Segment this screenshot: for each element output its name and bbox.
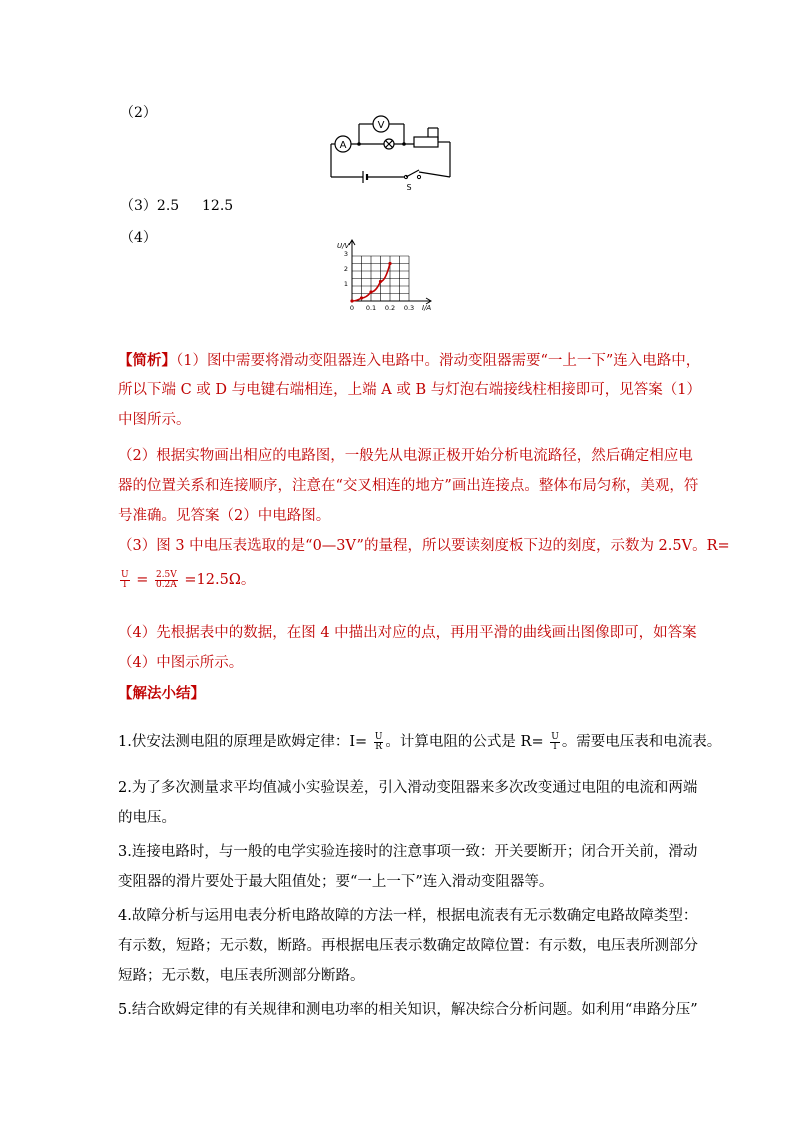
summary-item-2-line2: 的电压。 xyxy=(118,810,176,826)
data-point-3 xyxy=(379,280,382,283)
summary-title: 【解法小结】 xyxy=(118,685,205,702)
junction-dot-right xyxy=(402,142,406,146)
x-tick-0: 0 xyxy=(349,304,355,312)
analysis-tag: 【简析】 xyxy=(118,352,176,369)
analysis-p4-line2: （4）中图示所示。 xyxy=(118,655,244,671)
analysis-p3-formula: $\frac{U}{I}$ = $\frac{2.5V}{0.2A}$ =12.5Ω。 xyxy=(121,569,256,590)
answer-3-value: 12.5 xyxy=(202,198,234,214)
fraction-u-over-r: $\frac{U}{R}$ xyxy=(374,731,383,752)
analysis-p2-line2: 器的位置关系和连接顺序，注意在“交叉相连的地方”画出连接点。整体布局匀称，美观，符 xyxy=(118,478,699,494)
analysis-p3-line1: （3）图 3 中电压表选取的是“0—3V”的量程，所以要读刻度板下边的刻度，示数为 2.5V。R= xyxy=(118,538,730,554)
ammeter-symbol: A xyxy=(339,140,347,151)
fraction-values: $\frac{2.5V}{0.2A}$ xyxy=(155,569,177,590)
analysis-p2-line3: 号准确。见答案（2）中电路图。 xyxy=(118,508,331,524)
analysis-p1-line3: 中图所示。 xyxy=(118,412,191,428)
x-axis-label: I/A xyxy=(422,304,432,312)
summary-item-4-line2: 有示数，短路；无示数，断路。再根据电压表示数确定故障位置：有示数，电压表所测部分 xyxy=(118,938,698,954)
summary-item-3-line1: 3.连接电路时，与一般的电学实验连接时的注意事项一致：开关要断开；闭合开关前，滑动 xyxy=(118,844,698,860)
summary-item-5-line1: 5.结合欧姆定律的有关规律和测电功率的相关知识，解决综合分析问题。如利用“串路分压” xyxy=(118,1002,698,1018)
x-tick-3: 0.3 xyxy=(403,304,415,312)
fraction-u-over-i: $\frac{U}{I}$ xyxy=(121,569,129,590)
answer-3-label: （3）2.5 xyxy=(120,198,180,214)
rheostat-body xyxy=(414,137,438,147)
summary-item-4-line1: 4.故障分析与运用电表分析电路故障的方法一样，根据电流表有无示数确定电路故障类型： xyxy=(118,908,698,924)
switch-arm xyxy=(406,170,419,177)
x-tick-2: 0.2 xyxy=(384,304,396,312)
x-tick-1: 0.1 xyxy=(365,304,377,312)
fraction-u-over-i-summary: $\frac{U}{I}$ xyxy=(551,731,559,752)
switch-contact xyxy=(417,175,420,178)
data-point-4 xyxy=(388,262,391,265)
u-i-graph xyxy=(334,237,444,313)
circuit-diagram xyxy=(326,110,456,192)
summary-item-1: 1.伏安法测电阻的原理是欧姆定律：I= $\frac{U}{R}$ 。计算电阻的公式是 R= $\frac{U}{I}$ 。需要电压表和电流表。 xyxy=(118,731,722,752)
analysis-p4-line1: （4）先根据表中的数据，在图 4 中描出对应的点，再用平滑的曲线画出图像即可，如答案 xyxy=(118,625,697,641)
answer-2-label: （2） xyxy=(120,105,157,121)
junction-dot-left xyxy=(357,142,361,146)
analysis-p2-line1: （2）根据实物画出相应的电路图，一般先从电源正极开始分析电流路径，然后确定相应电 xyxy=(118,448,693,464)
y-axis-label: U/V xyxy=(337,242,350,250)
data-point-2 xyxy=(369,290,372,293)
analysis-p1-line2: 所以下端 C 或 D 与电键右端相连，上端 A 或 B 与灯泡右端接线柱相接即可，见答案（1） xyxy=(118,382,701,398)
y-tick-2: 2 xyxy=(343,265,348,273)
answer-4-label: （4） xyxy=(120,230,157,246)
y-tick-3: 3 xyxy=(343,250,348,258)
data-point-1 xyxy=(360,296,363,299)
data-point-0 xyxy=(350,299,353,302)
analysis-p1-line1: 【简析】（1）图中需要将滑动变阻器连入电路中。滑动变阻器需要“一上一下”连入电路中， xyxy=(118,352,701,369)
voltmeter-symbol: V xyxy=(377,120,385,131)
switch-label: S xyxy=(406,183,412,192)
summary-item-2-line1: 2.为了多次测量求平均值减小实验误差，引入滑动变阻器来多次改变通过电阻的电流和两端 xyxy=(118,780,698,796)
summary-item-4-line3: 短路；无示数，电压表所测部分断路。 xyxy=(118,968,365,984)
summary-item-3-line2: 变阻器的滑片要处于最大阻值处；要“一上一下”连入滑动变阻器等。 xyxy=(118,874,554,890)
y-tick-1: 1 xyxy=(343,280,348,288)
switch-blade xyxy=(419,172,450,177)
